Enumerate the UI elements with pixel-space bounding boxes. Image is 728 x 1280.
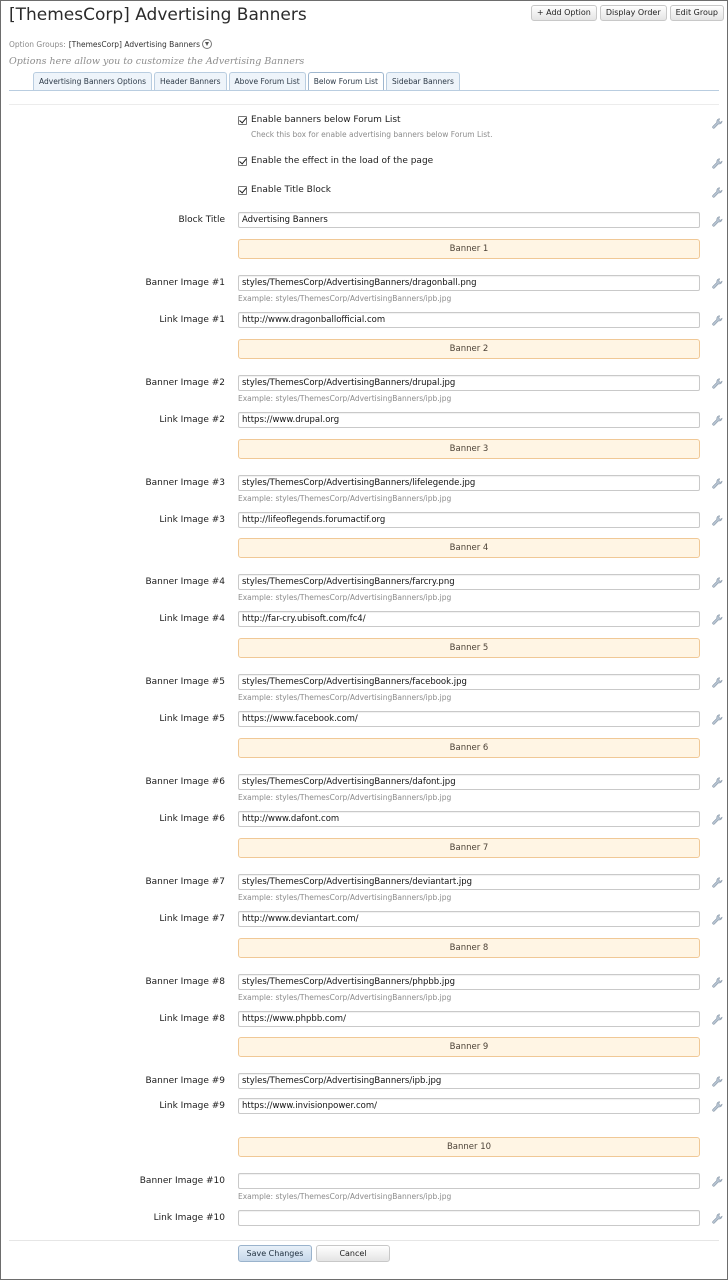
chevron-down-icon[interactable]	[202, 39, 212, 49]
banner-image-input-1[interactable]: styles/ThemesCorp/AdvertisingBanners/dragonball.png	[238, 275, 700, 291]
save-changes-button[interactable]: Save Changes	[238, 1245, 312, 1262]
banner-header-7: Banner 7	[238, 838, 700, 858]
tab-bar	[33, 72, 460, 91]
option-groups-value[interactable]: [ThemesCorp] Advertising Banners	[68, 39, 201, 49]
wrench-icon[interactable]	[712, 515, 723, 526]
wrench-icon[interactable]	[712, 1101, 723, 1112]
banner-header-10: Banner 10	[238, 1137, 700, 1157]
banner-image-hint-4: Example: styles/ThemesCorp/AdvertisingBanners/ipb.jpg	[238, 593, 452, 603]
banner-image-label-8: Banner Image #8	[145, 976, 225, 987]
banner-image-label-2: Banner Image #2	[145, 377, 225, 388]
banner-header-4: Banner 4	[238, 538, 700, 558]
banner-header-9: Banner 9	[238, 1037, 700, 1057]
edit-group-button[interactable]: Edit Group	[670, 5, 724, 21]
banner-image-hint-8: Example: styles/ThemesCorp/AdvertisingBanners/ipb.jpg	[238, 992, 452, 1002]
link-image-input-2[interactable]: https://www.drupal.org	[238, 412, 700, 428]
link-image-label-8: Link Image #8	[159, 1013, 225, 1024]
banner-image-input-8[interactable]: styles/ThemesCorp/AdvertisingBanners/phpbb.jpg	[238, 974, 700, 990]
link-image-input-10[interactable]	[238, 1210, 700, 1226]
wrench-icon[interactable]	[712, 158, 723, 169]
banner-image-input-6[interactable]: styles/ThemesCorp/AdvertisingBanners/dafont.jpg	[238, 774, 700, 790]
banner-image-input-10[interactable]	[238, 1173, 700, 1189]
wrench-icon[interactable]	[712, 118, 723, 129]
link-image-label-2: Link Image #2	[159, 414, 225, 425]
option-groups-selector	[9, 39, 212, 49]
banner-header-3: Banner 3	[238, 439, 700, 459]
wrench-icon[interactable]	[712, 378, 723, 389]
banner-image-hint-2: Example: styles/ThemesCorp/AdvertisingBanners/ipb.jpg	[238, 393, 452, 403]
banner-image-input-3[interactable]: styles/ThemesCorp/AdvertisingBanners/lifelegende.jpg	[238, 475, 700, 491]
link-image-label-3: Link Image #3	[159, 514, 225, 525]
link-image-label-7: Link Image #7	[159, 913, 225, 924]
wrench-icon[interactable]	[712, 1014, 723, 1025]
add-option-button[interactable]: + Add Option	[531, 5, 597, 21]
banner-image-input-7[interactable]: styles/ThemesCorp/AdvertisingBanners/deviantart.jpg	[238, 874, 700, 890]
display-order-button[interactable]: Display Order	[600, 5, 667, 21]
link-image-input-9[interactable]: https://www.invisionpower.com/	[238, 1098, 700, 1114]
banner-image-label-10: Banner Image #10	[139, 1176, 225, 1187]
form-bottom-divider	[9, 1240, 719, 1241]
group-description: Options here allow you to customize the Advertising Banners	[9, 56, 305, 67]
wrench-icon[interactable]	[712, 614, 723, 625]
banner-image-input-9[interactable]: styles/ThemesCorp/AdvertisingBanners/ipb.jpg	[238, 1073, 700, 1089]
banner-header-8: Banner 8	[238, 938, 700, 958]
link-image-input-4[interactable]: http://far-cry.ubisoft.com/fc4/	[238, 611, 700, 627]
banner-image-label-6: Banner Image #6	[145, 777, 225, 787]
cancel-button[interactable]: Cancel	[316, 1245, 390, 1262]
banner-image-label-3: Banner Image #3	[145, 477, 225, 488]
banner-image-label-7: Banner Image #7	[145, 876, 225, 887]
tab-advertising-banners-options[interactable]: Advertising Banners Options	[33, 72, 152, 90]
link-image-input-8[interactable]: https://www.phpbb.com/	[238, 1011, 700, 1027]
link-image-input-1[interactable]: http://www.dragonballofficial.com	[238, 312, 700, 328]
wrench-icon[interactable]	[712, 478, 723, 489]
form-top-divider	[9, 104, 719, 105]
enable-banners-checkbox[interactable]	[238, 116, 247, 125]
banner-image-label-5: Banner Image #5	[145, 677, 225, 688]
enable-title-label: Enable Title Block	[251, 185, 332, 195]
enable-effect-checkbox[interactable]	[238, 157, 247, 166]
wrench-icon[interactable]	[712, 977, 723, 988]
wrench-icon[interactable]	[712, 814, 723, 825]
top-action-bar	[531, 5, 724, 21]
wrench-icon[interactable]	[712, 216, 723, 227]
link-image-label-6: Link Image #6	[159, 814, 225, 824]
banner-image-label-9: Banner Image #9	[145, 1076, 225, 1087]
banner-header-1: Banner 1	[238, 239, 700, 259]
wrench-icon[interactable]	[712, 1176, 723, 1187]
link-image-input-7[interactable]: http://www.deviantart.com/	[238, 911, 700, 927]
link-image-label-1: Link Image #1	[159, 315, 225, 325]
wrench-icon[interactable]	[712, 1213, 723, 1224]
enable-effect-label: Enable the effect in the load of the page	[251, 156, 434, 166]
banner-header-5: Banner 5	[238, 638, 700, 658]
wrench-icon[interactable]	[712, 187, 723, 198]
link-image-input-3[interactable]: http://lifeoflegends.forumactif.org	[238, 512, 700, 528]
wrench-icon[interactable]	[712, 914, 723, 925]
banner-image-label-4: Banner Image #4	[145, 577, 225, 588]
banner-header-6: Banner 6	[238, 738, 700, 758]
banner-header-2: Banner 2	[238, 339, 700, 359]
link-image-label-10: Link Image #10	[153, 1213, 225, 1224]
block-title-input[interactable]: Advertising Banners	[238, 212, 700, 228]
link-image-label-5: Link Image #5	[159, 714, 225, 725]
enable-banners-label: Enable banners below Forum List	[251, 115, 401, 125]
option-groups-label: Option Groups:	[9, 39, 66, 49]
banner-image-hint-5: Example: styles/ThemesCorp/AdvertisingBanners/ipb.jpg	[238, 693, 452, 703]
banner-image-input-4[interactable]: styles/ThemesCorp/AdvertisingBanners/farcry.png	[238, 574, 700, 590]
banner-image-hint-6: Example: styles/ThemesCorp/AdvertisingBanners/ipb.jpg	[238, 793, 452, 802]
banner-image-input-5[interactable]: styles/ThemesCorp/AdvertisingBanners/facebook.jpg	[238, 674, 700, 690]
wrench-icon[interactable]	[712, 577, 723, 588]
banner-image-hint-3: Example: styles/ThemesCorp/AdvertisingBanners/ipb.jpg	[238, 493, 452, 503]
tab-above-forum-list[interactable]: Above Forum List	[229, 72, 306, 90]
block-title-label: Block Title	[178, 215, 225, 225]
enable-effect-option[interactable]	[238, 156, 433, 166]
tab-divider	[9, 90, 719, 91]
wrench-icon[interactable]	[712, 677, 723, 688]
enable-title-option[interactable]	[238, 185, 331, 195]
enable-banners-option[interactable]	[238, 115, 401, 125]
banner-image-hint-1: Example: styles/ThemesCorp/AdvertisingBanners/ipb.jpg	[238, 294, 452, 303]
link-image-input-6[interactable]: http://www.dafont.com	[238, 811, 700, 827]
wrench-icon[interactable]	[712, 315, 723, 326]
wrench-icon[interactable]	[712, 877, 723, 888]
page-title: [ThemesCorp] Advertising Banners	[9, 5, 307, 25]
wrench-icon[interactable]	[712, 415, 723, 426]
banner-image-input-2[interactable]: styles/ThemesCorp/AdvertisingBanners/drupal.jpg	[238, 375, 700, 391]
tab-header-banners[interactable]: Header Banners	[154, 72, 227, 90]
wrench-icon[interactable]	[712, 714, 723, 725]
enable-banners-hint: Check this box for enable advertising banners below Forum List.	[251, 130, 493, 139]
link-image-input-5[interactable]: https://www.facebook.com/	[238, 711, 700, 727]
wrench-icon[interactable]	[712, 777, 723, 788]
banner-image-hint-10: Example: styles/ThemesCorp/AdvertisingBanners/ipb.jpg	[238, 1192, 452, 1202]
wrench-icon[interactable]	[712, 1076, 723, 1087]
wrench-icon[interactable]	[712, 278, 723, 289]
banner-image-hint-7: Example: styles/ThemesCorp/AdvertisingBanners/ipb.jpg	[238, 892, 452, 902]
tab-sidebar-banners[interactable]: Sidebar Banners	[386, 72, 460, 90]
enable-title-checkbox[interactable]	[238, 186, 247, 195]
banner-image-label-1: Banner Image #1	[145, 278, 225, 288]
tab-below-forum-list[interactable]: Below Forum List	[308, 72, 384, 91]
link-image-label-4: Link Image #4	[159, 614, 225, 625]
link-image-label-9: Link Image #9	[159, 1101, 225, 1112]
